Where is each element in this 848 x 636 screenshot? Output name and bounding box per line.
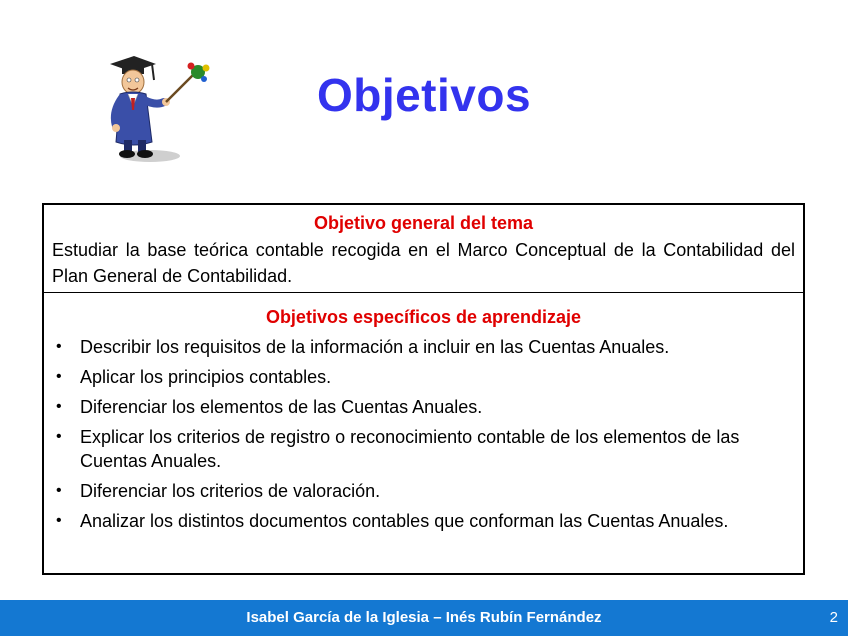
footer-authors: Isabel García de la Iglesia – Inés Rubín Fernández [246, 609, 602, 626]
specific-objectives-section [44, 293, 803, 533]
specific-objectives-heading: Objetivos específicos de aprendizaje [265, 307, 582, 327]
list-item-text: Explicar los criterios de registro o reconocimiento contable de los elementos de las Cuentas Anuales. [80, 427, 740, 471]
slide-title-text: Objetivos [316, 69, 532, 121]
bullet-icon: • [56, 482, 62, 499]
page-number: 2 [829, 609, 838, 626]
list-item [52, 479, 795, 503]
general-objective-heading: Objetivo general del tema [313, 213, 534, 233]
list-item [52, 395, 795, 419]
list-item [52, 509, 795, 533]
general-objective-section [44, 205, 803, 293]
objectives-table [42, 203, 805, 575]
bullet-icon: • [56, 368, 62, 385]
list-item-text: Analizar los distintos documentos contables que conforman las Cuentas Anuales. [80, 511, 729, 531]
list-item-text: Diferenciar los criterios de valoración. [80, 481, 381, 501]
bullet-icon: • [56, 398, 62, 415]
list-item-text: Describir los requisitos de la información a incluir en las Cuentas Anuales. [80, 337, 670, 357]
list-item [52, 425, 795, 473]
list-item [52, 365, 795, 389]
bullet-icon: • [56, 428, 62, 445]
slide-title [0, 68, 848, 122]
list-item [52, 335, 795, 359]
general-objective-text: Estudiar la base teórica contable recogida en el Marco Conceptual de la Contabilidad del Plan General de Contabilidad. [52, 240, 795, 286]
objectives-list [52, 335, 795, 533]
list-item-text: Aplicar los principios contables. [80, 367, 332, 387]
footer-bar [0, 600, 848, 636]
bullet-icon: • [56, 512, 62, 529]
bullet-icon: • [56, 338, 62, 355]
list-item-text: Diferenciar los elementos de las Cuentas Anuales. [80, 397, 483, 417]
